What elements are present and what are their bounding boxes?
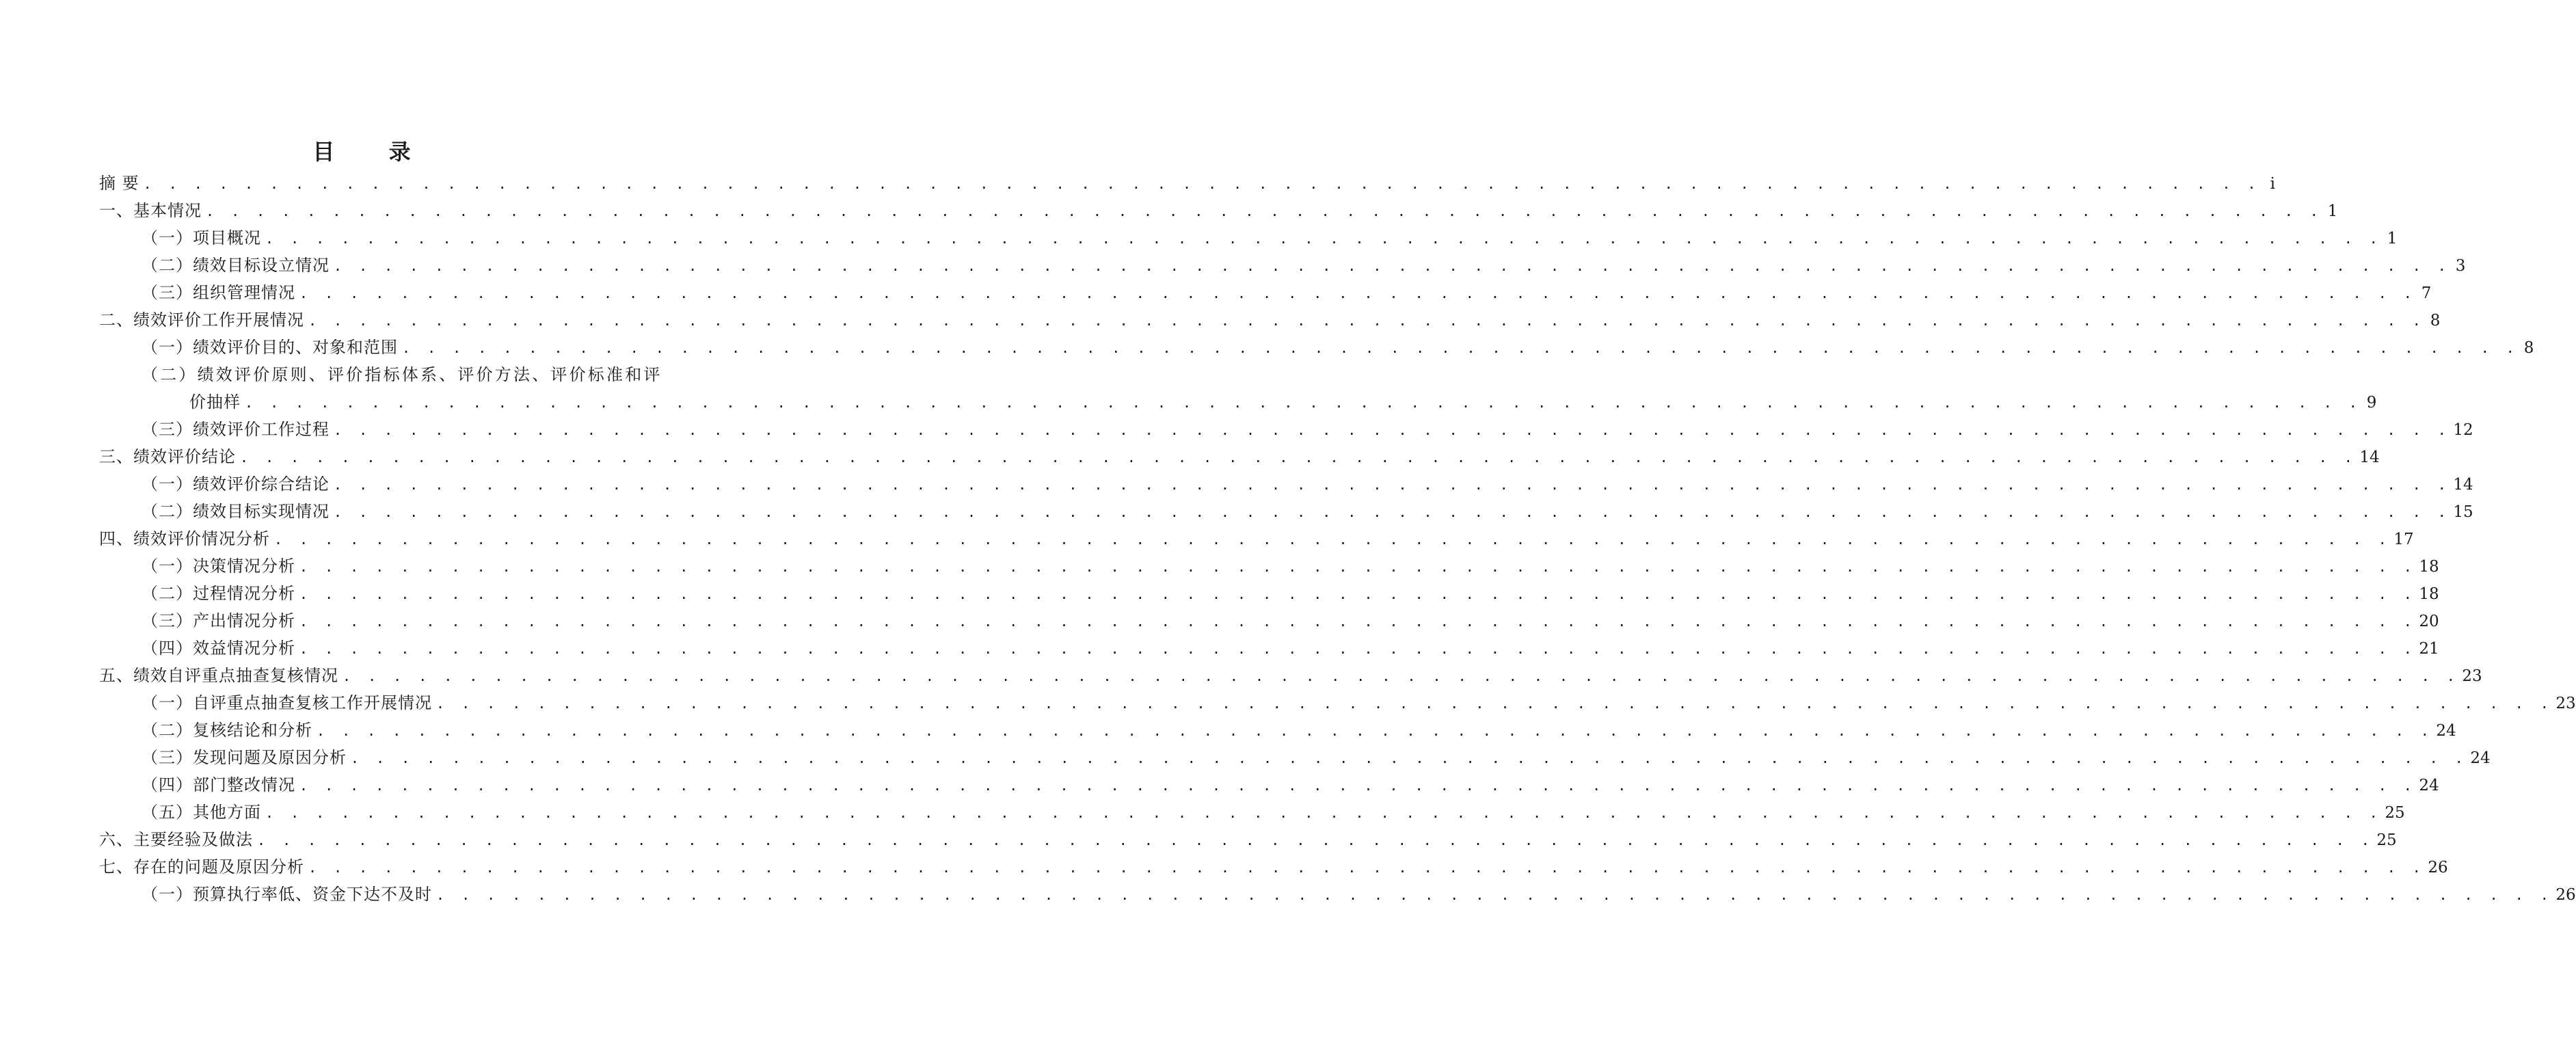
toc-entry-page: 23 [2462, 667, 2482, 685]
toc-leader-dots [299, 608, 2416, 635]
toc-wrapped-label [142, 361, 2376, 416]
toc-entry-label: 七、存在的问题及原因分析 [99, 857, 304, 876]
toc-subentry [99, 799, 2405, 826]
toc-entry-page: 25 [2385, 804, 2405, 822]
toc-entry-continuation [142, 388, 2376, 416]
toc-entry-page: 14 [2453, 476, 2473, 494]
toc-subentry [99, 224, 2398, 252]
toc-entry-page: 15 [2453, 503, 2473, 521]
toc-subentry [99, 881, 2576, 908]
toc-entry-page: 9 [2366, 394, 2377, 412]
toc-leader-dots [299, 580, 2416, 608]
toc-subentry [99, 717, 2456, 744]
toc-leader-dots [299, 280, 2416, 307]
toc-subentry [99, 470, 2473, 498]
toc-leader-dots [334, 416, 2450, 444]
toc-leader-dots [351, 745, 2467, 772]
toc-entry-label: （四）效益情况分析 [142, 639, 295, 658]
toc-leader-dots [343, 662, 2459, 690]
toc-entry-label: （一）绩效评价综合结论 [142, 474, 330, 494]
toc-entry-page: 20 [2419, 613, 2439, 630]
toc-entry-label: （三）绩效评价工作过程 [142, 420, 330, 439]
toc-entry-page: 24 [2470, 749, 2491, 767]
toc-leader-dots [144, 170, 2260, 198]
toc-entry-label: （二）绩效目标设立情况 [142, 256, 330, 275]
toc-entry-label: （一）决策情况分析 [142, 557, 295, 576]
toc-entry-label: （二）过程情况分析 [142, 584, 295, 603]
toc-entry-label: （三）发现问题及原因分析 [142, 748, 347, 767]
toc-entry-page: 18 [2419, 558, 2439, 576]
toc-leader-dots [334, 252, 2450, 280]
toc-entry-page: 8 [2430, 312, 2441, 330]
toc-entry-page: 8 [2523, 339, 2534, 357]
toc-entry-page: 12 [2453, 421, 2473, 439]
toc-subentry [99, 334, 2534, 361]
toc-entry-label: 三、绩效评价结论 [99, 447, 236, 466]
toc-leader-dots [265, 799, 2382, 827]
toc-leader-dots [334, 471, 2450, 498]
toc-entry-label: 摘 要 [99, 174, 139, 193]
toc-entry-label: （二）复核结论和分析 [142, 721, 312, 740]
toc-leader-dots [308, 854, 2425, 881]
toc-entry-page: 7 [2421, 284, 2432, 302]
toc-entry-page: 26 [2428, 859, 2448, 876]
toc-entry [99, 853, 2448, 881]
toc-entry-label: （二）绩效评价原则、评价指标体系、评价方法、评价标准和评 [142, 365, 662, 384]
toc-leader-dots [436, 690, 2553, 717]
toc-entry-page: 1 [2387, 230, 2398, 247]
toc-leader-dots [206, 198, 2322, 225]
toc-entry [99, 826, 2397, 853]
toc-leader-dots [299, 635, 2416, 662]
toc-subentry [99, 252, 2466, 279]
toc-subentry [99, 416, 2473, 443]
toc-entry-page: 18 [2419, 585, 2439, 603]
toc-entry-page: 24 [2436, 722, 2456, 740]
toc-subentry [99, 771, 2439, 799]
toc-entry [99, 306, 2441, 334]
toc-entry [99, 170, 2275, 197]
toc-leader-dots [317, 717, 2433, 745]
toc-leader-dots [334, 498, 2450, 526]
toc-subentry [99, 552, 2439, 580]
toc-subentry [99, 580, 2439, 607]
toc-entry-label: （一）自评重点抽查复核工作开展情况 [142, 693, 432, 712]
toc-leader-dots [265, 225, 2382, 252]
toc-entry-page: 17 [2393, 531, 2414, 548]
toc-entry-page: 3 [2455, 257, 2466, 275]
toc-entry-label: 六、主要经验及做法 [99, 830, 253, 849]
toc-leader-dots [240, 444, 2357, 471]
toc-leader-dots [245, 389, 2361, 416]
toc-leader-dots [402, 334, 2519, 362]
toc-leader-dots [274, 526, 2391, 553]
toc-entry-label: 五、绩效自评重点抽查复核情况 [99, 666, 338, 685]
toc-entry [99, 525, 2414, 552]
toc-leader-dots [299, 553, 2416, 580]
toc-entry-page: 25 [2376, 831, 2397, 849]
toc-entry-label: （三）产出情况分析 [142, 611, 295, 630]
toc-entry [99, 662, 2482, 689]
toc-entry-label: （五）其他方面 [142, 803, 261, 822]
toc-subentry-wrapped [99, 361, 2377, 416]
toc-leader-dots [299, 772, 2416, 799]
toc-entry-label-continued: 价抽样 [189, 392, 241, 412]
toc-subentry [99, 498, 2473, 525]
toc-subentry [99, 279, 2432, 306]
toc-leader-dots [257, 827, 2374, 854]
toc-entry-label: （四）部门整改情况 [142, 775, 295, 794]
toc-subentry [99, 744, 2491, 771]
toc-entry-page: 24 [2419, 777, 2439, 794]
toc-entry-label: （一）预算执行率低、资金下达不及时 [142, 885, 432, 904]
toc-entry-label: 一、基本情况 [99, 201, 202, 220]
toc-leader-dots [436, 881, 2553, 909]
toc-entry-label: （一）项目概况 [142, 228, 261, 247]
page-title: 目 录 [312, 139, 434, 165]
toc-entry-page: 14 [2359, 449, 2380, 466]
toc-entry-label: （三）组织管理情况 [142, 283, 295, 302]
toc-entry-page: i [2270, 175, 2275, 193]
toc-entry-page: 21 [2419, 640, 2439, 658]
toc-entry [99, 443, 2380, 470]
table-of-contents [99, 170, 2576, 908]
toc-entry-label: （一）绩效评价目的、对象和范围 [142, 338, 398, 357]
toc-subentry [99, 607, 2439, 634]
toc-subentry [99, 634, 2439, 662]
toc-entry-label: 四、绩效评价情况分析 [99, 529, 270, 548]
toc-subentry [99, 689, 2576, 717]
toc-entry-label: （二）绩效目标实现情况 [142, 502, 330, 521]
toc-entry [99, 197, 2338, 224]
toc-entry-page: 23 [2555, 695, 2576, 712]
toc-leader-dots [308, 307, 2425, 334]
toc-entry-page: 1 [2327, 202, 2338, 220]
toc-entry-label: 二、绩效评价工作开展情况 [99, 310, 304, 330]
toc-entry-page: 26 [2555, 886, 2576, 904]
